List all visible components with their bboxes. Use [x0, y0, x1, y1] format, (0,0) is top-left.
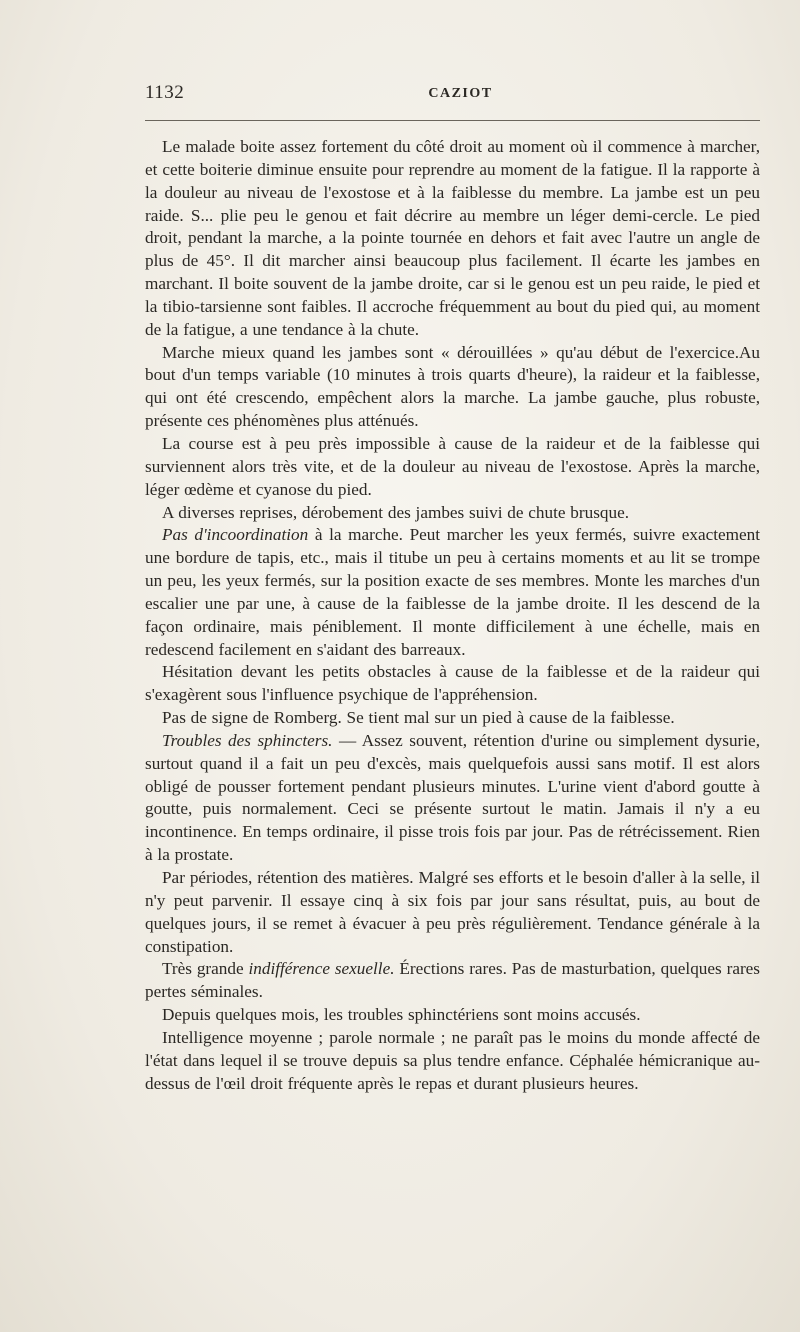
paragraph: Depuis quelques mois, les troubles sphinctériens sont moins accusés. — [162, 1005, 641, 1025]
paragraph: Marche mieux quand les jambes sont « dérouillées » qu'au début de l'exercice.Au bout d'un temps variable (10 minutes à trois quarts d'heure), la raideur et la faiblesse, qui ont été crescendo, empêchent alors la marche. La jambe gauche, plus robuste, présente ces phénomènes plus atténués. — [145, 342, 760, 431]
italic-phrase: indifférence sexuelle. — [248, 959, 395, 979]
paragraph: Par périodes, rétention des matières. Malgré ses efforts et le besoin d'aller à la selle, il n'y peut parvenir. Il essaye cinq à six fois par jour sans résultat, puis, au bout de quelques jours, il se remet à évacuer à peu près régulièrement. Tendance générale à la constipation. — [145, 868, 760, 956]
section-heading-italic: Troubles des sphincters. — [162, 730, 333, 750]
paragraph: La course est à peu près impossible à cause de la raideur et de la faiblesse qui surviennent alors très vite, et de la douleur au niveau de l'exostose. Après la marche, léger œdème et cyanose du pied. — [145, 433, 760, 499]
paragraph: A diverses reprises, dérobement des jambes suivi de chute brusque. — [162, 502, 630, 522]
paragraph: Intelligence moyenne ; parole normale ; ne paraît pas le moins du monde affecté de l'état dans lequel il se trouve depuis sa plus tendre enfance. Céphalée hémicranique au-dessus de l'œil droit fréquente après le repas et durant plusieurs heures. — [145, 1027, 760, 1093]
paragraph: Hésitation devant les petits obstacles à cause de la faiblesse et de la raideur qui s'exagèrent sous l'influence psychique de l'appréhension. — [145, 662, 760, 705]
paragraph: Troubles des sphincters. — Assez souvent, rétention d'urine ou simplement dysurie, surtout quand il a fait un peu d'excès, mais quelquefois aussi sans motif. Il est alors obligé de pousser fortement pendant plusieurs minutes. L'urine vient d'abord goutte à goutte, puis normalement. Ceci se présente surtout le matin. Jamais il n'y a eu incontinence. En temps ordinaire, il pisse trois fois par jour. Pas de rétrécissement. Rien à la prostate. — [145, 730, 760, 865]
page-header — [145, 80, 760, 108]
running-head: CAZIOT — [428, 86, 493, 101]
paragraph: Pas de signe de Romberg. Se tient mal sur un pied à cause de la faiblesse. — [162, 708, 675, 728]
body-text — [145, 136, 760, 1095]
paragraph: Très grande indifférence sexuelle. Érections rares. Pas de masturbation, quelques rares pertes séminales. — [145, 959, 760, 1002]
italic-phrase: Pas d'incoordination — [162, 525, 309, 545]
header-rule — [145, 120, 760, 121]
paragraph: Pas d'incoordination à la marche. Peut marcher les yeux fermés, suivre exactement une bordure de tapis, etc., mais il titube un peu à certains moments et au lit se trompe un peu, les yeux fermés, sur la position exacte de ses membres. Monte les marches d'un escalier une par une, à cause de la faiblesse de la jambe droite. Il les descend de la façon ordinaire, mais péniblement. Il monte difficilement à une échelle, mais en redescend facilement en s'aidant des barreaux. — [145, 525, 760, 659]
paragraph: Le malade boite assez fortement du côté droit au moment où il commence à marcher, et cette boiterie diminue ensuite pour reprendre au moment de la fatigue. Il la rapporte à la douleur au niveau de l'exostose et à la faiblesse du membre. La jambe est un peu raide. S... plie peu le genou et fait décrire au membre un léger demi-cercle. Le pied droit, pendant la marche, a la pointe tournée en dehors et fait avec l'autre un angle de plus de 45°. Il dit marcher ainsi beaucoup plus facilement. Il écarte les jambes en marchant. Il boite souvent de la jambe droite, car si le genou est un peu raide, le pied et la tibio-tarsienne sont faibles. Il accroche fréquemment au bout du pied qui, au moment de la fatigue, a une tendance à la chute. — [145, 137, 760, 339]
page-number: 1132 — [145, 82, 185, 103]
